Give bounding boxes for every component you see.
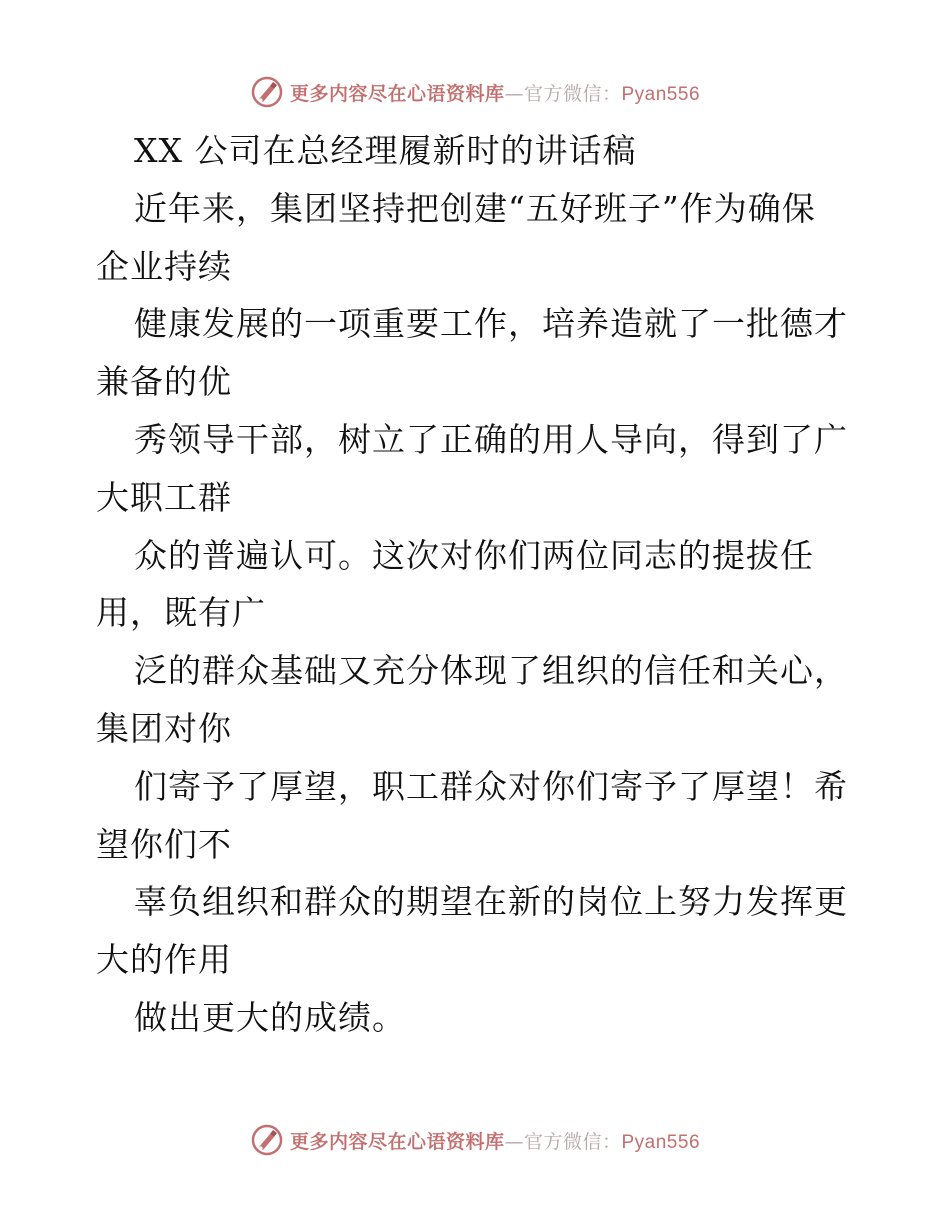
watermark-main: 更多内容尽在心语资料库 (289, 82, 505, 105)
text-line: 秀领导干部，树立了正确的用人导向，得到了广 (134, 419, 848, 459)
watermark-tail: 官方微信： (523, 82, 622, 105)
pen-logo-icon (250, 1123, 284, 1157)
text-line: 健康发展的一项重要工作，培养造就了一批德才 (134, 304, 848, 344)
watermark-separator: — (504, 82, 524, 105)
watermark-separator: — (504, 1130, 524, 1153)
text-line: 企业持续 (96, 246, 232, 286)
footer-watermark (0, 1120, 950, 1160)
text-line: 用，既有广 (96, 593, 266, 633)
text-line: 近年来，集团坚持把创建“五好班子”作为确保 (134, 188, 816, 228)
pen-logo-icon (250, 75, 284, 109)
watermark-tail: 官方微信： (523, 1130, 622, 1153)
text-line: 们寄予了厚望，职工群众对你们寄予了厚望！希 (134, 766, 848, 806)
header-watermark (0, 72, 950, 112)
text-line: 做出更大的成绩。 (134, 997, 406, 1037)
text-line: 泛的群众基础又充分体现了组织的信任和关心， (134, 651, 848, 691)
watermark-text (290, 1127, 700, 1154)
watermark-main: 更多内容尽在心语资料库 (289, 1130, 505, 1153)
document-body (96, 122, 866, 1047)
text-line: 辜负组织和群众的期望在新的岗位上努力发挥更 (134, 882, 848, 922)
watermark-text (290, 79, 700, 106)
text-line: 大职工群 (96, 477, 232, 517)
text-line: 大的作用 (96, 940, 232, 980)
text-line: 望你们不 (96, 824, 232, 864)
watermark-id: Pyan556 (621, 1131, 701, 1153)
document-title: XX 公司在总经理履新时的讲话稿 (134, 131, 637, 170)
text-line: 兼备的优 (96, 362, 232, 402)
text-line: 众的普遍认可。这次对你们两位同志的提拔任 (134, 535, 814, 575)
text-line: 集团对你 (96, 708, 232, 748)
watermark-id: Pyan556 (621, 83, 701, 105)
